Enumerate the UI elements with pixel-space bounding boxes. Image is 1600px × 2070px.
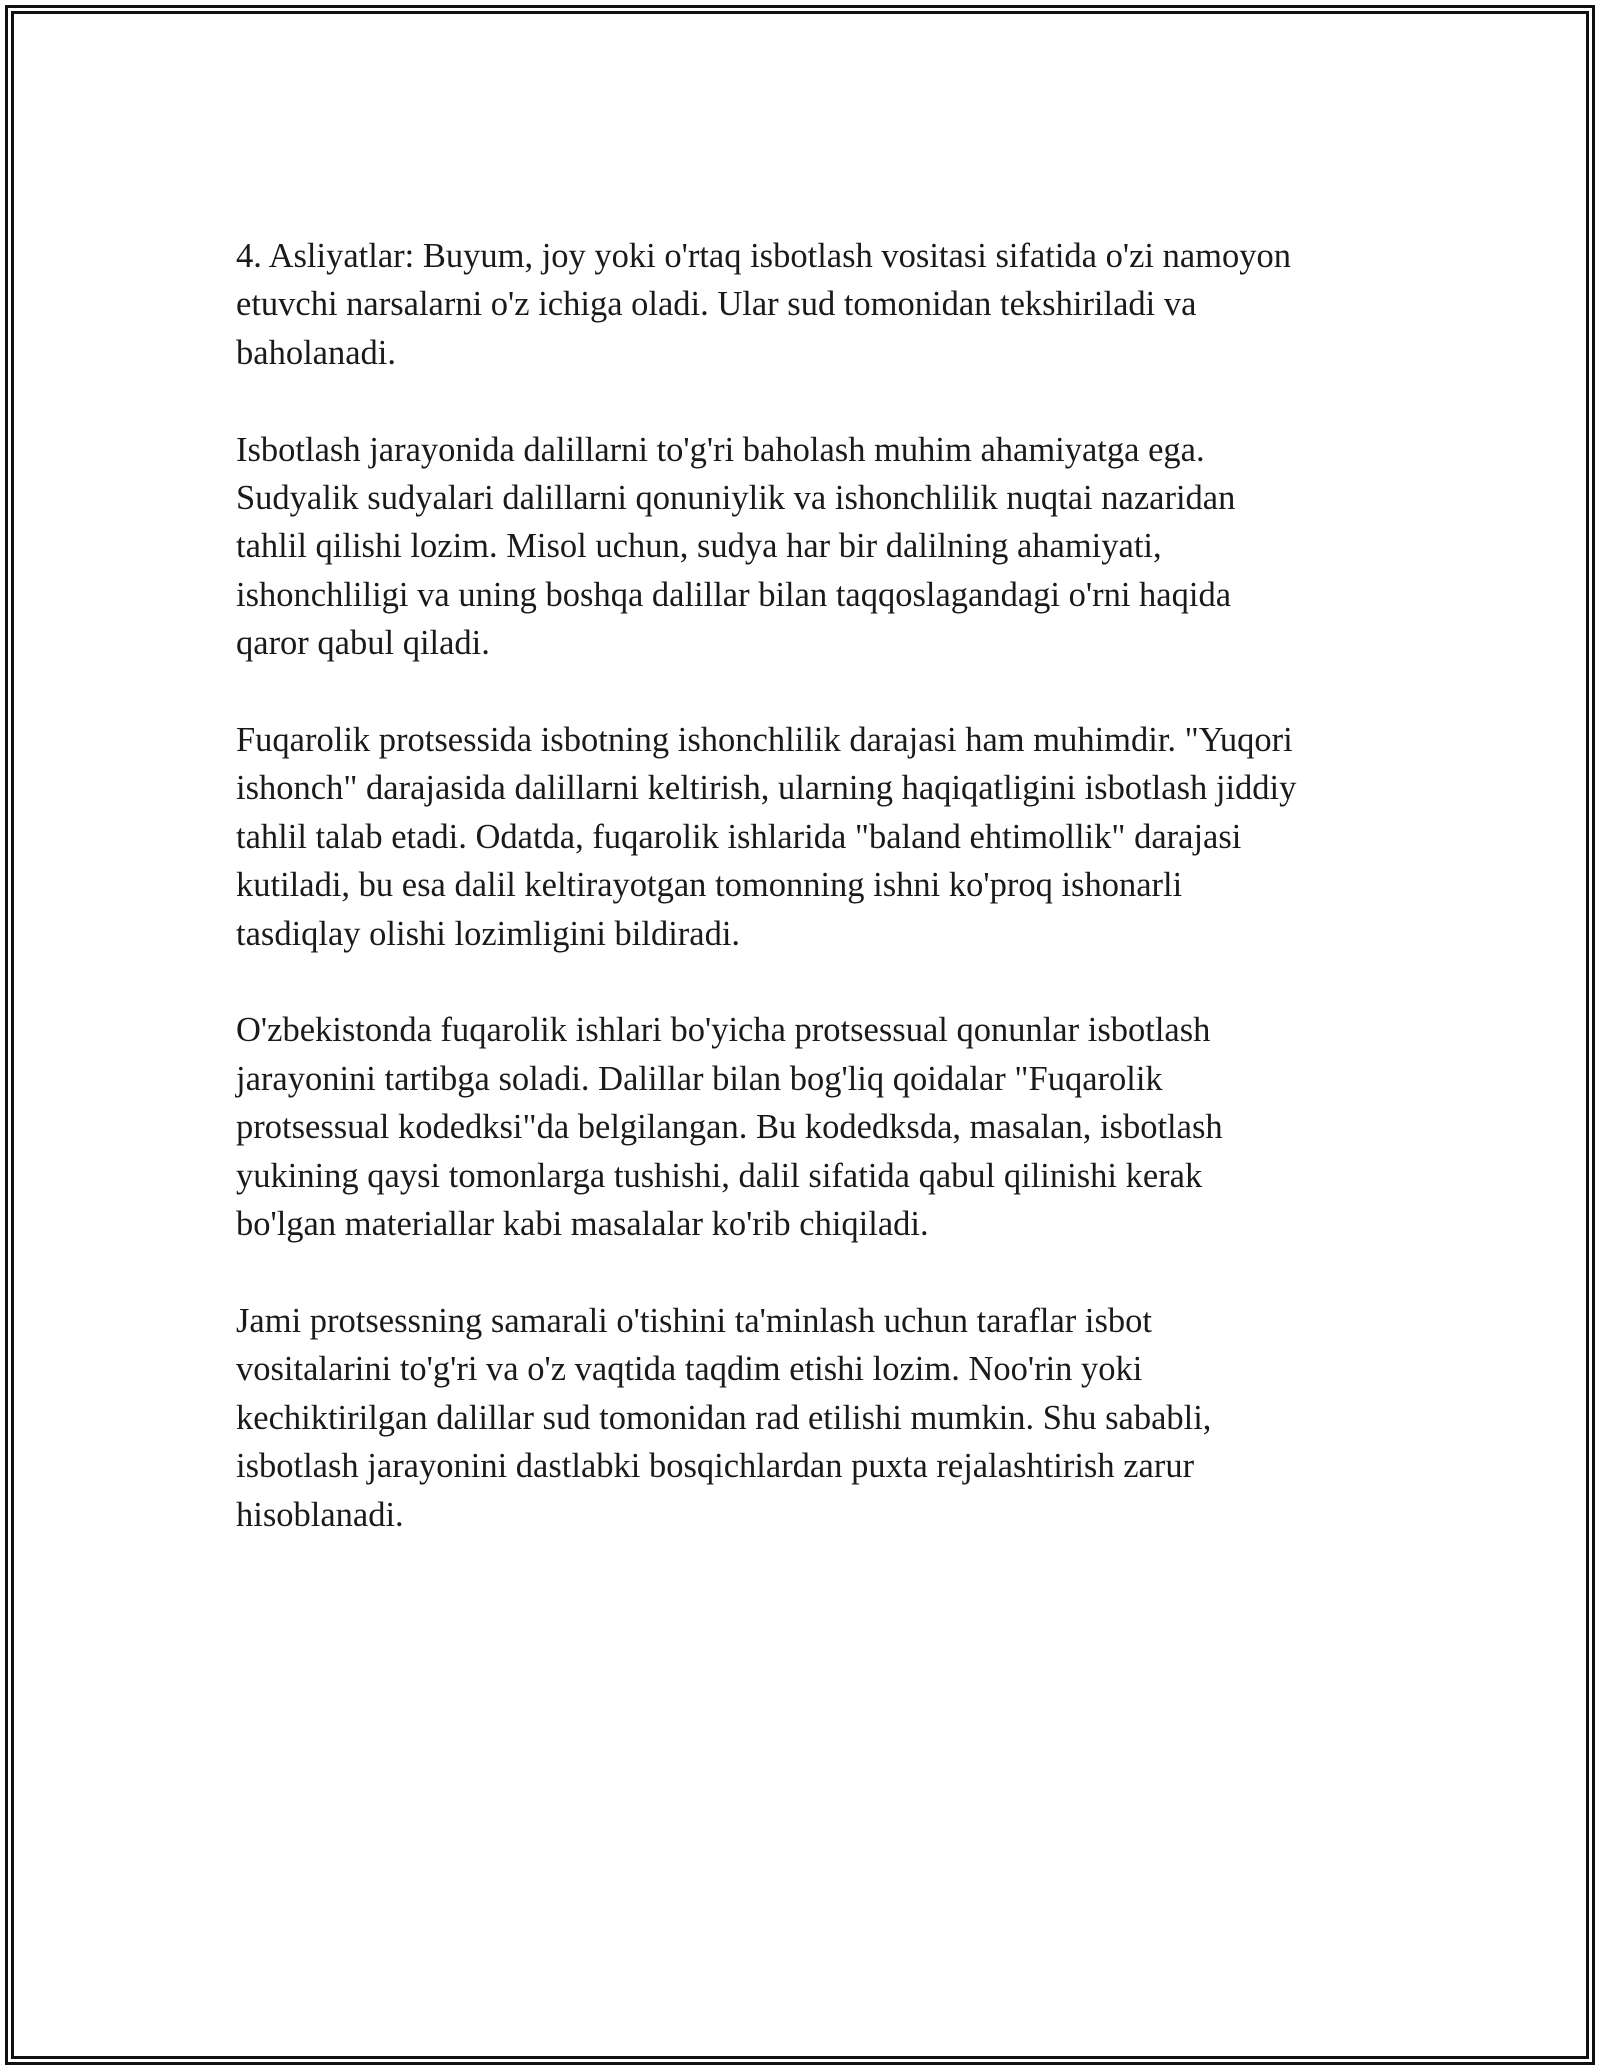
text-line: isbotlash jarayonini dastlabki bosqichlardan puxta rejalashtirish zarur — [236, 1447, 1195, 1486]
text-line: Sudyalik sudyalari dalillarni qonuniylik va ishonchlilik nuqtai nazaridan — [236, 479, 1236, 518]
text-line: hisoblanadi. — [236, 1495, 404, 1534]
text-line: kechiktirilgan dalillar sud tomonidan rad etilishi mumkin. Shu sababli, — [236, 1398, 1212, 1437]
text-line: vositalarini to'g'ri va o'z vaqtida taqdim etishi lozim. Noo'rin yoki — [236, 1350, 1143, 1389]
text-line: tahlil talab etadi. Odatda, fuqarolik ishlarida "baland ehtimollik" darajasi — [236, 817, 1242, 856]
text-line: protsessual kodedksi"da belgilangan. Bu kodedksda, masalan, isbotlash — [236, 1108, 1223, 1147]
text-line: jarayonini tartibga soladi. Dalillar bilan bog'liq qoidalar "Fuqarolik — [236, 1059, 1163, 1098]
text-line: bo'lgan materiallar kabi masalalar ko'rib chiqiladi. — [236, 1205, 929, 1244]
text-line: O'zbekistonda fuqarolik ishlari bo'yicha protsessual qonunlar isbotlash — [236, 1011, 1211, 1050]
text-line: 4. Asliyatlar: Buyum, joy yoki o'rtaq isbotlash vositasi sifatida o'zi namoyon — [236, 237, 1291, 275]
text-line: Fuqarolik protsessida isbotning ishonchlilik darajasi ham muhimdir. "Yuqori — [236, 721, 1293, 760]
text-line: ishonchliligi va uning boshqa dalillar bilan taqqoslagandagi o'rni haqida — [236, 575, 1232, 614]
text-line: Jami protsessning samarali o'tishini ta'minlash uchun taraflar isbot — [236, 1301, 1152, 1340]
text-line: tahlil qilishi lozim. Misol uchun, sudya har bir dalilning ahamiyati, — [236, 527, 1162, 566]
text-line: Isbotlash jarayonida dalillarni to'g'ri baholash muhim ahamiyatga ega. — [236, 430, 1205, 469]
text-line: qaror qabul qiladi. — [236, 624, 490, 663]
paragraph-ishonchlilik — [236, 716, 1416, 958]
text-line: tasdiqlay olishi lozimligini bildiradi. — [236, 914, 741, 953]
text-line: kutiladi, bu esa dalil keltirayotgan tomonning ishni ko'proq ishonarli — [236, 866, 1183, 905]
paragraph-samarali — [236, 1297, 1416, 1539]
paragraph-baholash — [236, 426, 1416, 668]
text-line: ishonch" darajasida dalillarni keltirish, ularning haqiqatligini isbotlash jiddiy — [236, 769, 1297, 808]
text-line: yukining qaysi tomonlarga tushishi, dalil sifatida qabul qilinishi kerak — [236, 1156, 1203, 1195]
text-line: etuvchi narsalarni o'z ichiga oladi. Ular sud tomonidan tekshiriladi va — [236, 285, 1197, 324]
document-body — [236, 232, 1416, 1587]
paragraph-qonunlar — [236, 1006, 1416, 1248]
text-line: baholanadi. — [236, 333, 396, 372]
paragraph-asliyatlar — [236, 232, 1416, 377]
